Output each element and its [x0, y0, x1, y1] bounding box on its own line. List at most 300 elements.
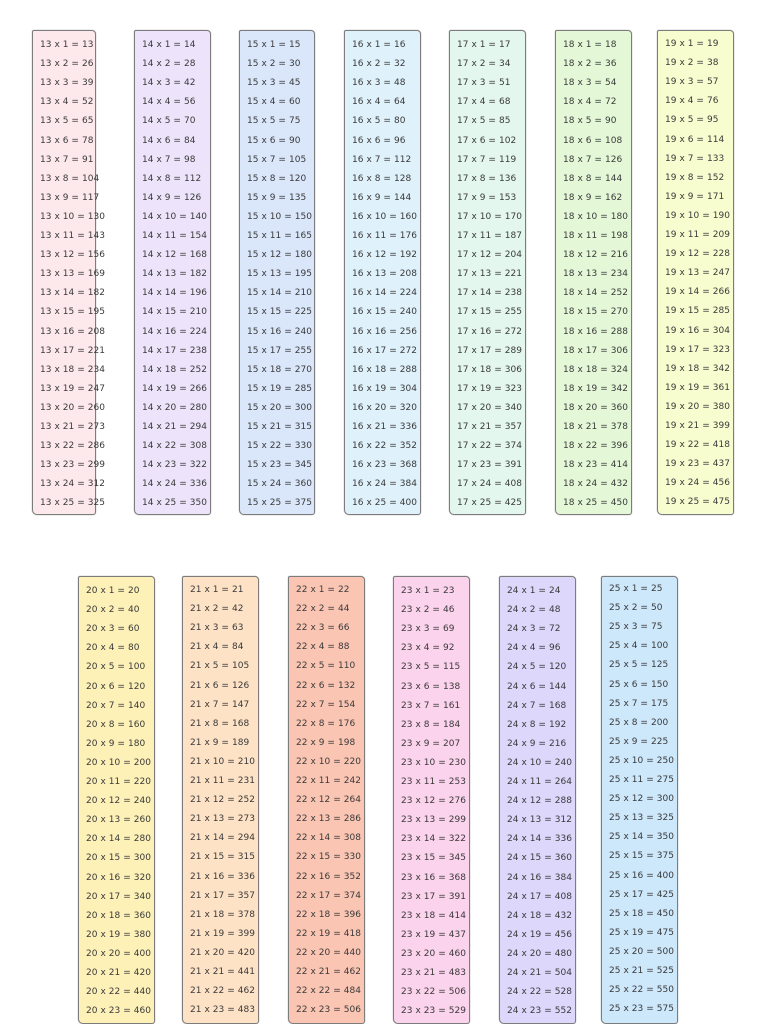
- equation-row: 21 x 10 = 210: [190, 756, 256, 767]
- equation-row: 16 x 1 = 16: [352, 40, 406, 50]
- equation-row: 25 x 11 = 275: [609, 775, 675, 785]
- equation-row: 18 x 14 = 252: [563, 288, 629, 299]
- equation-row: 21 x 17 = 357: [190, 890, 256, 901]
- times-table-18: [555, 30, 632, 515]
- equation-row: 14 x 17 = 238: [142, 345, 208, 356]
- equation-row: 20 x 19 = 380: [86, 929, 152, 940]
- equation-row: 18 x 22 = 396: [563, 441, 629, 452]
- equation-row: 21 x 19 = 399: [190, 928, 256, 939]
- equation-row: 15 x 7 = 105: [247, 154, 307, 165]
- equation-row: 15 x 3 = 45: [247, 78, 301, 89]
- equation-row: 25 x 9 = 225: [609, 736, 669, 747]
- equation-row: 20 x 11 = 220: [86, 777, 152, 787]
- equation-row: 14 x 23 = 322: [142, 460, 208, 471]
- equation-row: 13 x 4 = 52: [40, 97, 94, 108]
- equation-row: 19 x 10 = 190: [665, 210, 731, 221]
- equation-row: 15 x 25 = 375: [247, 498, 313, 509]
- equation-row: 21 x 22 = 462: [190, 986, 256, 997]
- equation-row: 25 x 7 = 175: [609, 698, 669, 709]
- equation-row: 15 x 21 = 315: [247, 422, 313, 432]
- equation-row: 19 x 16 = 304: [665, 325, 731, 336]
- equation-row: 25 x 21 = 525: [609, 966, 675, 976]
- equation-row: 15 x 15 = 225: [247, 307, 313, 318]
- equation-row: 24 x 11 = 264: [507, 777, 573, 787]
- equation-row: 24 x 23 = 552: [507, 1006, 573, 1017]
- equation-row: 18 x 15 = 270: [563, 307, 629, 318]
- equation-row: 21 x 20 = 420: [190, 947, 256, 958]
- equation-row: 13 x 2 = 26: [40, 59, 94, 70]
- equation-row: 15 x 19 = 285: [247, 383, 313, 394]
- equation-row: 13 x 19 = 247: [40, 383, 106, 394]
- equation-row: 21 x 13 = 273: [190, 814, 256, 825]
- equation-row: 14 x 9 = 126: [142, 192, 202, 203]
- equation-row: 18 x 19 = 342: [563, 383, 629, 394]
- equation-row: 15 x 9 = 135: [247, 192, 307, 203]
- equation-row: 23 x 16 = 368: [401, 872, 467, 883]
- equation-row: 22 x 22 = 484: [296, 986, 362, 997]
- equation-row: 16 x 5 = 80: [352, 116, 406, 127]
- equation-row: 14 x 8 = 112: [142, 173, 202, 184]
- equation-row: 23 x 19 = 437: [401, 929, 467, 940]
- equation-row: 20 x 21 = 420: [86, 968, 152, 978]
- equation-row: 16 x 10 = 160: [352, 211, 418, 222]
- equation-row: 15 x 18 = 270: [247, 364, 313, 375]
- equation-row: 23 x 9 = 207: [401, 738, 461, 749]
- equation-row: 18 x 9 = 162: [563, 192, 623, 203]
- equation-row: 23 x 17 = 391: [401, 891, 467, 902]
- equation-row: 16 x 22 = 352: [352, 441, 418, 452]
- equation-row: 18 x 5 = 90: [563, 116, 617, 127]
- equation-row: 24 x 5 = 120: [507, 662, 567, 673]
- equation-row: 15 x 8 = 120: [247, 173, 307, 184]
- equation-row: 19 x 18 = 342: [665, 363, 731, 374]
- equation-row: 18 x 4 = 72: [563, 97, 617, 108]
- equation-row: 21 x 18 = 378: [190, 909, 256, 920]
- equation-row: 23 x 13 = 299: [401, 815, 467, 826]
- equation-row: 22 x 4 = 88: [296, 642, 350, 653]
- equation-row: 22 x 21 = 462: [296, 967, 362, 977]
- equation-row: 24 x 17 = 408: [507, 891, 573, 902]
- equation-row: 19 x 1 = 19: [665, 39, 719, 49]
- equation-row: 14 x 22 = 308: [142, 441, 208, 452]
- equation-row: 14 x 16 = 224: [142, 326, 208, 337]
- equation-row: 18 x 25 = 450: [563, 498, 629, 509]
- equation-row: 16 x 23 = 368: [352, 460, 418, 471]
- equation-row: 18 x 17 = 306: [563, 345, 629, 356]
- equation-row: 18 x 20 = 360: [563, 402, 629, 413]
- equation-row: 19 x 11 = 209: [665, 230, 731, 240]
- equation-row: 15 x 11 = 165: [247, 231, 313, 241]
- equation-row: 23 x 8 = 184: [401, 719, 461, 730]
- equation-row: 20 x 14 = 280: [86, 834, 152, 845]
- equation-row: 16 x 25 = 400: [352, 498, 418, 509]
- equation-row: 22 x 6 = 132: [296, 680, 356, 691]
- equation-row: 22 x 11 = 242: [296, 776, 362, 786]
- equation-row: 24 x 19 = 456: [507, 929, 573, 940]
- equation-row: 22 x 8 = 176: [296, 718, 356, 729]
- equation-row: 14 x 11 = 154: [142, 231, 208, 241]
- equation-row: 17 x 3 = 51: [457, 78, 511, 89]
- equation-row: 24 x 15 = 360: [507, 853, 573, 864]
- equation-row: 16 x 18 = 288: [352, 364, 418, 375]
- equation-row: 23 x 22 = 506: [401, 987, 467, 998]
- equation-row: 21 x 16 = 336: [190, 871, 256, 882]
- equation-row: 21 x 14 = 294: [190, 833, 256, 844]
- equation-row: 22 x 18 = 396: [296, 909, 362, 920]
- equation-row: 13 x 10 = 130: [40, 211, 106, 222]
- equation-row: 18 x 21 = 378: [563, 422, 629, 432]
- equation-row: 22 x 7 = 154: [296, 699, 356, 710]
- equation-row: 25 x 18 = 450: [609, 908, 675, 919]
- equation-row: 13 x 8 = 104: [40, 173, 100, 184]
- equation-row: 23 x 5 = 115: [401, 662, 461, 673]
- equation-row: 23 x 20 = 460: [401, 948, 467, 959]
- equation-row: 24 x 10 = 240: [507, 757, 573, 768]
- times-table-19: [657, 30, 734, 515]
- equation-row: 19 x 15 = 285: [665, 306, 731, 317]
- equation-row: 17 x 14 = 238: [457, 288, 523, 299]
- equation-row: 19 x 22 = 418: [665, 440, 731, 451]
- equation-row: 23 x 7 = 161: [401, 700, 461, 711]
- equation-row: 15 x 10 = 150: [247, 211, 313, 222]
- equation-row: 19 x 3 = 57: [665, 77, 719, 88]
- equation-row: 23 x 18 = 414: [401, 910, 467, 921]
- equation-row: 21 x 23 = 483: [190, 1005, 256, 1016]
- equation-row: 16 x 3 = 48: [352, 78, 406, 89]
- equation-row: 22 x 1 = 22: [296, 585, 350, 595]
- equation-row: 17 x 24 = 408: [457, 479, 523, 490]
- equation-row: 13 x 9 = 117: [40, 192, 100, 203]
- equation-row: 13 x 17 = 221: [40, 345, 106, 356]
- equation-row: 14 x 19 = 266: [142, 383, 208, 394]
- equation-row: 17 x 11 = 187: [457, 231, 523, 241]
- equation-row: 24 x 12 = 288: [507, 796, 573, 807]
- equation-row: 24 x 9 = 216: [507, 738, 567, 749]
- equation-row: 20 x 4 = 80: [86, 643, 140, 654]
- equation-row: 15 x 16 = 240: [247, 326, 313, 337]
- equation-row: 17 x 21 = 357: [457, 422, 523, 432]
- equation-row: 14 x 6 = 84: [142, 135, 196, 146]
- equation-row: 14 x 20 = 280: [142, 402, 208, 413]
- equation-row: 14 x 4 = 56: [142, 97, 196, 108]
- equation-row: 22 x 19 = 418: [296, 928, 362, 939]
- equation-row: 13 x 15 = 195: [40, 307, 106, 318]
- equation-row: 15 x 14 = 210: [247, 288, 313, 299]
- equation-row: 19 x 20 = 380: [665, 401, 731, 412]
- equation-row: 24 x 8 = 192: [507, 719, 567, 730]
- equation-row: 16 x 21 = 336: [352, 422, 418, 432]
- equation-row: 16 x 20 = 320: [352, 402, 418, 413]
- equation-row: 25 x 8 = 200: [609, 717, 669, 728]
- equation-row: 14 x 2 = 28: [142, 59, 196, 70]
- equation-row: 14 x 14 = 196: [142, 288, 208, 299]
- equation-row: 22 x 10 = 220: [296, 756, 362, 767]
- equation-row: 21 x 9 = 189: [190, 737, 250, 748]
- equation-row: 16 x 9 = 144: [352, 192, 412, 203]
- equation-row: 19 x 9 = 171: [665, 191, 725, 202]
- equation-row: 17 x 1 = 17: [457, 40, 511, 50]
- times-table-13: [32, 30, 106, 515]
- equation-row: 14 x 18 = 252: [142, 364, 208, 375]
- equation-row: 15 x 17 = 255: [247, 345, 313, 356]
- equation-row: 17 x 4 = 68: [457, 97, 511, 108]
- equation-row: 18 x 7 = 126: [563, 154, 623, 165]
- equation-row: 22 x 17 = 374: [296, 890, 362, 901]
- equation-row: 19 x 24 = 456: [665, 478, 731, 489]
- equation-row: 18 x 11 = 198: [563, 231, 629, 241]
- equation-row: 16 x 17 = 272: [352, 345, 418, 356]
- equation-row: 19 x 7 = 133: [665, 153, 725, 164]
- equation-row: 18 x 2 = 36: [563, 59, 617, 70]
- equation-row: 23 x 6 = 138: [401, 681, 461, 692]
- equation-row: 20 x 2 = 40: [86, 605, 140, 616]
- equation-row: 14 x 7 = 98: [142, 154, 196, 165]
- equation-row: 23 x 2 = 46: [401, 605, 455, 616]
- equation-row: 19 x 12 = 228: [665, 249, 731, 260]
- times-table-14: [134, 30, 211, 515]
- equation-row: 16 x 13 = 208: [352, 269, 418, 280]
- equation-row: 18 x 6 = 108: [563, 135, 623, 146]
- equation-row: 15 x 24 = 360: [247, 479, 313, 490]
- equation-row: 25 x 3 = 75: [609, 622, 663, 633]
- equation-row: 25 x 2 = 50: [609, 603, 663, 614]
- equation-row: 20 x 22 = 440: [86, 987, 152, 998]
- equation-row: 17 x 25 = 425: [457, 498, 523, 509]
- equation-row: 15 x 2 = 30: [247, 59, 301, 70]
- equation-row: 19 x 4 = 76: [665, 96, 719, 107]
- equation-row: 18 x 3 = 54: [563, 78, 617, 89]
- equation-row: 21 x 3 = 63: [190, 623, 244, 634]
- equation-row: 14 x 10 = 140: [142, 211, 208, 222]
- equation-row: 17 x 8 = 136: [457, 173, 517, 184]
- equation-row: 21 x 11 = 231: [190, 776, 256, 786]
- equation-row: 24 x 3 = 72: [507, 624, 561, 635]
- equation-row: 21 x 5 = 105: [190, 661, 250, 672]
- times-table-17: [449, 30, 526, 515]
- equation-row: 25 x 15 = 375: [609, 851, 675, 862]
- equation-row: 25 x 13 = 325: [609, 813, 675, 824]
- equation-row: 22 x 5 = 110: [296, 661, 356, 672]
- equation-row: 19 x 2 = 38: [665, 58, 719, 69]
- equation-row: 13 x 22 = 286: [40, 441, 106, 452]
- equation-row: 25 x 4 = 100: [609, 641, 669, 652]
- equation-row: 16 x 8 = 128: [352, 173, 412, 184]
- equation-row: 21 x 15 = 315: [190, 852, 256, 863]
- equation-row: 17 x 9 = 153: [457, 192, 517, 203]
- equation-row: 20 x 1 = 20: [86, 586, 140, 596]
- equation-row: 24 x 21 = 504: [507, 968, 573, 978]
- equation-row: 21 x 8 = 168: [190, 718, 250, 729]
- equation-row: 19 x 13 = 247: [665, 268, 731, 279]
- equation-row: 24 x 4 = 96: [507, 643, 561, 654]
- equation-row: 21 x 21 = 441: [190, 967, 256, 977]
- equation-row: 24 x 2 = 48: [507, 605, 561, 616]
- equation-row: 14 x 13 = 182: [142, 269, 208, 280]
- equation-row: 16 x 4 = 64: [352, 97, 406, 108]
- equation-row: 25 x 22 = 550: [609, 985, 675, 996]
- equation-row: 18 x 24 = 432: [563, 479, 629, 490]
- equation-row: 16 x 7 = 112: [352, 154, 412, 165]
- equation-row: 19 x 6 = 114: [665, 134, 725, 145]
- equation-row: 14 x 3 = 42: [142, 78, 196, 89]
- equation-row: 19 x 21 = 399: [665, 421, 731, 431]
- equation-row: 17 x 22 = 374: [457, 441, 523, 452]
- equation-row: 13 x 25 = 325: [40, 498, 106, 509]
- equation-row: 23 x 4 = 92: [401, 643, 455, 654]
- equation-row: 15 x 13 = 195: [247, 269, 313, 280]
- equation-row: 20 x 12 = 240: [86, 796, 152, 807]
- times-table-22: [288, 576, 365, 1024]
- equation-row: 13 x 1 = 13: [40, 40, 94, 50]
- equation-row: 21 x 2 = 42: [190, 604, 244, 615]
- equation-row: 18 x 13 = 234: [563, 269, 629, 280]
- equation-row: 23 x 14 = 322: [401, 834, 467, 845]
- equation-row: 25 x 12 = 300: [609, 794, 675, 805]
- equation-row: 20 x 13 = 260: [86, 815, 152, 826]
- equation-row: 25 x 5 = 125: [609, 660, 669, 671]
- equation-row: 13 x 16 = 208: [40, 326, 106, 337]
- equation-row: 22 x 12 = 264: [296, 795, 362, 806]
- equation-row: 20 x 5 = 100: [86, 662, 146, 673]
- equation-row: 14 x 5 = 70: [142, 116, 196, 127]
- times-table-16: [344, 30, 421, 515]
- equation-row: 24 x 7 = 168: [507, 700, 567, 711]
- equation-row: 23 x 10 = 230: [401, 757, 467, 768]
- equation-row: 23 x 23 = 529: [401, 1006, 467, 1017]
- equation-row: 18 x 1 = 18: [563, 40, 617, 50]
- equation-row: 16 x 15 = 240: [352, 307, 418, 318]
- equation-row: 14 x 24 = 336: [142, 479, 208, 490]
- equation-row: 20 x 7 = 140: [86, 700, 146, 711]
- equation-row: 23 x 21 = 483: [401, 968, 467, 978]
- equation-row: 16 x 24 = 384: [352, 479, 418, 490]
- equation-row: 24 x 6 = 144: [507, 681, 567, 692]
- equation-row: 16 x 11 = 176: [352, 231, 418, 241]
- equation-row: 17 x 15 = 255: [457, 307, 523, 318]
- equation-row: 17 x 23 = 391: [457, 460, 523, 471]
- equation-row: 17 x 18 = 306: [457, 364, 523, 375]
- equation-row: 14 x 1 = 14: [142, 40, 196, 50]
- equation-row: 18 x 10 = 180: [563, 211, 629, 222]
- times-table-15: [239, 30, 315, 515]
- equation-row: 25 x 16 = 400: [609, 870, 675, 881]
- equation-row: 13 x 18 = 234: [40, 364, 106, 375]
- equation-row: 25 x 1 = 25: [609, 584, 663, 594]
- equation-row: 23 x 3 = 69: [401, 624, 455, 635]
- equation-row: 13 x 23 = 299: [40, 460, 106, 471]
- equation-row: 18 x 18 = 324: [563, 364, 629, 375]
- equation-row: 15 x 1 = 15: [247, 40, 301, 50]
- equation-row: 19 x 23 = 437: [665, 459, 731, 470]
- equation-row: 13 x 21 = 273: [40, 422, 106, 432]
- equation-row: 15 x 6 = 90: [247, 135, 301, 146]
- equation-row: 25 x 19 = 475: [609, 927, 675, 938]
- equation-row: 13 x 14 = 182: [40, 288, 106, 299]
- equation-row: 24 x 18 = 432: [507, 910, 573, 921]
- equation-row: 17 x 20 = 340: [457, 402, 523, 413]
- equation-row: 23 x 12 = 276: [401, 796, 467, 807]
- equation-row: 21 x 7 = 147: [190, 699, 250, 710]
- equation-row: 20 x 3 = 60: [86, 624, 140, 635]
- equation-row: 14 x 25 = 350: [142, 498, 208, 509]
- equation-row: 22 x 3 = 66: [296, 623, 350, 634]
- equation-row: 13 x 5 = 65: [40, 116, 94, 127]
- equation-row: 16 x 19 = 304: [352, 383, 418, 394]
- equation-row: 16 x 12 = 192: [352, 250, 418, 261]
- equation-row: 13 x 13 = 169: [40, 269, 106, 280]
- equation-row: 24 x 20 = 480: [507, 948, 573, 959]
- equation-row: 17 x 19 = 323: [457, 383, 523, 394]
- equation-row: 25 x 10 = 250: [609, 755, 675, 766]
- times-table-23: [393, 576, 470, 1024]
- equation-row: 24 x 13 = 312: [507, 815, 573, 826]
- equation-row: 18 x 12 = 216: [563, 250, 629, 261]
- equation-row: 17 x 5 = 85: [457, 116, 511, 127]
- equation-row: 25 x 17 = 425: [609, 889, 675, 900]
- equation-row: 22 x 16 = 352: [296, 871, 362, 882]
- equation-row: 21 x 1 = 21: [190, 585, 244, 595]
- equation-row: 23 x 11 = 253: [401, 777, 467, 787]
- equation-row: 13 x 12 = 156: [40, 250, 106, 261]
- equation-row: 18 x 8 = 144: [563, 173, 623, 184]
- equation-row: 19 x 17 = 323: [665, 344, 731, 355]
- equation-row: 14 x 12 = 168: [142, 250, 208, 261]
- equation-row: 17 x 16 = 272: [457, 326, 523, 337]
- equation-row: 19 x 8 = 152: [665, 172, 725, 183]
- equation-row: 13 x 3 = 39: [40, 78, 94, 89]
- equation-row: 20 x 20 = 400: [86, 948, 152, 959]
- equation-row: 25 x 6 = 150: [609, 679, 669, 690]
- equation-row: 15 x 5 = 75: [247, 116, 301, 127]
- equation-row: 25 x 20 = 500: [609, 946, 675, 957]
- equation-row: 20 x 6 = 120: [86, 681, 146, 692]
- equation-row: 23 x 1 = 23: [401, 586, 455, 596]
- equation-row: 19 x 19 = 361: [665, 382, 731, 393]
- equation-row: 21 x 6 = 126: [190, 680, 250, 691]
- equation-row: 22 x 20 = 440: [296, 947, 362, 958]
- equation-row: 14 x 15 = 210: [142, 307, 208, 318]
- equation-row: 25 x 23 = 575: [609, 1004, 675, 1015]
- equation-row: 22 x 13 = 286: [296, 814, 362, 825]
- times-table-25: [601, 576, 678, 1024]
- equation-row: 22 x 2 = 44: [296, 604, 350, 615]
- equation-row: 15 x 23 = 345: [247, 460, 313, 471]
- equation-row: 20 x 23 = 460: [86, 1006, 152, 1017]
- equation-row: 22 x 9 = 198: [296, 737, 356, 748]
- equation-row: 22 x 23 = 506: [296, 1005, 362, 1016]
- equation-row: 13 x 6 = 78: [40, 135, 94, 146]
- equation-row: 17 x 17 = 289: [457, 345, 523, 356]
- equation-row: 17 x 2 = 34: [457, 59, 511, 70]
- equation-row: 16 x 16 = 256: [352, 326, 418, 337]
- equation-row: 19 x 25 = 475: [665, 497, 731, 508]
- equation-row: 20 x 17 = 340: [86, 891, 152, 902]
- equation-row: 16 x 2 = 32: [352, 59, 406, 70]
- equation-row: 19 x 5 = 95: [665, 115, 719, 126]
- equation-row: 24 x 22 = 528: [507, 987, 573, 998]
- equation-row: 22 x 14 = 308: [296, 833, 362, 844]
- equation-row: 17 x 7 = 119: [457, 154, 517, 165]
- equation-row: 20 x 15 = 300: [86, 853, 152, 864]
- equation-row: 13 x 20 = 260: [40, 402, 106, 413]
- equation-row: 25 x 14 = 350: [609, 832, 675, 843]
- equation-row: 17 x 13 = 221: [457, 269, 523, 280]
- equation-row: 15 x 12 = 180: [247, 250, 313, 261]
- equation-row: 13 x 7 = 91: [40, 154, 94, 165]
- equation-row: 24 x 1 = 24: [507, 586, 561, 596]
- equation-row: 19 x 14 = 266: [665, 287, 731, 298]
- equation-row: 20 x 18 = 360: [86, 910, 152, 921]
